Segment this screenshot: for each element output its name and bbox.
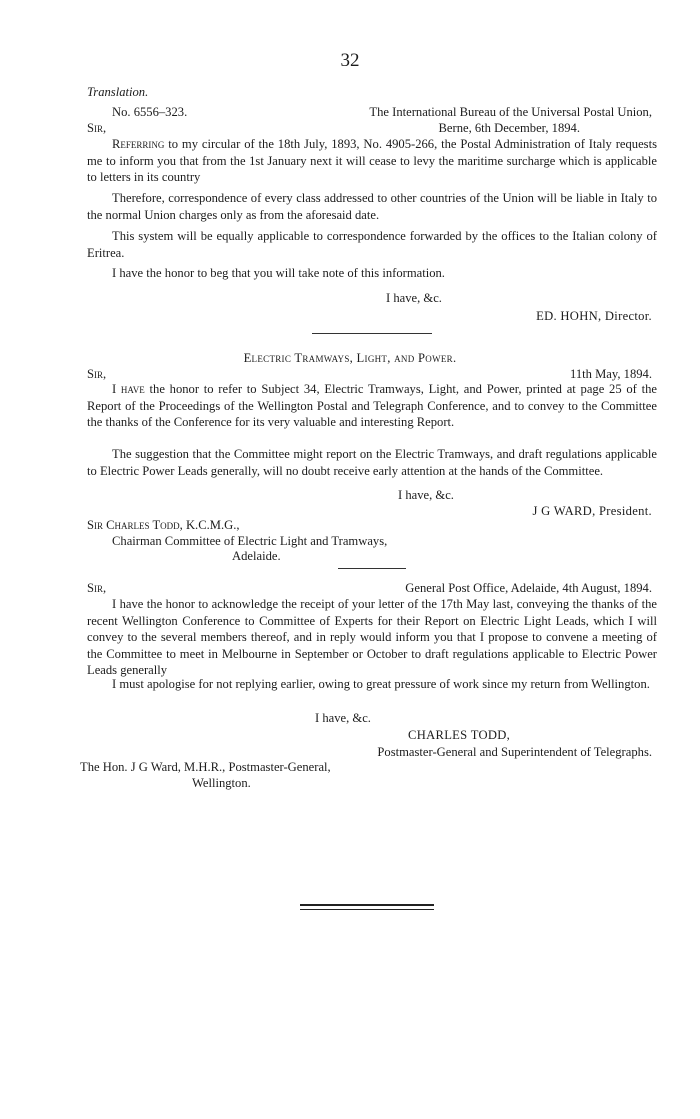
letter1-paragraph-1	[87, 136, 657, 186]
letter3-signature: CHARLES TODD,	[408, 728, 511, 742]
letter2-addressee-name	[87, 517, 240, 534]
letter2-title: Electric Tramways, Light, and Power.	[243, 351, 457, 365]
letter3-paragraph-2: I must apologise for not replying earlier, owing to great pressure of work since my return from Wellington.	[112, 677, 650, 691]
page-number: 32	[340, 50, 360, 71]
letter3-signature-title: Postmaster-General and Superintendent of Telegraphs.	[377, 745, 652, 759]
letter2-addressee-line-3: Adelaide.	[232, 549, 281, 563]
letter3-place-date: General Post Office, Adelaide, 4th August, 1894.	[405, 581, 652, 595]
letter1-paragraph-1-lead: Referring	[112, 137, 165, 151]
page-end-double-rule	[300, 904, 434, 910]
letter1-paragraph-1-text: to my circular of the 18th July, 1893, No. 4905-266, the Postal Administration of Italy requests me to inform you that from the 1st January next it will cease to levy the maritime surcharge which is applicable to letters in its country	[87, 137, 657, 184]
letter3-addressee-line-2: Wellington.	[192, 776, 251, 790]
letter3-addressee-line-1-text: The Hon. J G Ward, M.H.R., Postmaster-General,	[80, 760, 331, 774]
letter1-ref-no: No. 6556–323.	[112, 105, 188, 119]
letter1-paragraph-2: Therefore, correspondence of every class addressed to other countries of the Union will be liable in Italy to the normal Union charges only as from the aforesaid date.	[87, 191, 657, 222]
letter1-sender: The International Bureau of the Universal Postal Union,	[369, 105, 652, 119]
letter2-paragraph-1-text: the honor to refer to Subject 34, Electric Tramways, Light, and Power, printed at page 25 of the Report of the Proceedings of the Wellington Postal and Telegraph Conference, and to convey to the Committee the thanks of the Conference for its very valuable and interesting Report.	[87, 382, 657, 429]
section-divider-2	[338, 568, 406, 569]
letter1-closing: I have, &c.	[386, 291, 442, 305]
letter2-date: 11th May, 1894.	[570, 367, 652, 381]
letter1-signature: ED. HOHN, Director.	[536, 309, 652, 323]
letter1-salutation: Sir,	[87, 121, 107, 135]
letter2-addressee-line-1: Sir Charles Todd, K.C.M.G.,	[87, 518, 240, 532]
letter2-paragraph-2: The suggestion that the Committee might report on the Electric Tramways, and draft regulations applicable to Electric Power Leads generally, will no doubt receive early attention at the hands of the Committee.	[87, 447, 657, 478]
letter3-closing: I have, &c.	[315, 711, 371, 725]
letter1-place-date: Berne, 6th December, 1894.	[438, 121, 580, 135]
letter2-addressee-line-2: Chairman Committee of Electric Light and Tramways,	[112, 534, 388, 548]
letter1-paragraph-4: I have the honor to beg that you will take note of this information.	[112, 266, 445, 280]
letter2-salutation: Sir,	[87, 367, 107, 381]
letter2-signature: J G WARD, President.	[532, 504, 652, 518]
letter3-salutation: Sir,	[87, 581, 107, 595]
letter2-closing: I have, &c.	[398, 488, 454, 502]
letter3-addressee-line-1	[80, 759, 331, 776]
translation-heading: Translation.	[87, 85, 149, 99]
letter2-paragraph-1	[87, 381, 657, 431]
section-divider-1	[312, 333, 432, 334]
letter3-paragraph-1: I have the honor to acknowledge the receipt of your letter of the 17th May last, conveying the thanks of the recent Wellington Conference to Committee of Experts for their Report on Electric Light Leads, which I will convey to the several members thereof, and in reply would inform you that I propose to convene a meeting of the Committee to meet in Melbourne in September or October to draft regulations applicable to Electric Power Leads generally	[87, 597, 657, 677]
letter1-paragraph-3: This system will be equally applicable to correspondence forwarded by the offices to the Italian colony of Eritrea.	[87, 229, 657, 260]
letter2-paragraph-1-lead: I have	[112, 382, 145, 396]
